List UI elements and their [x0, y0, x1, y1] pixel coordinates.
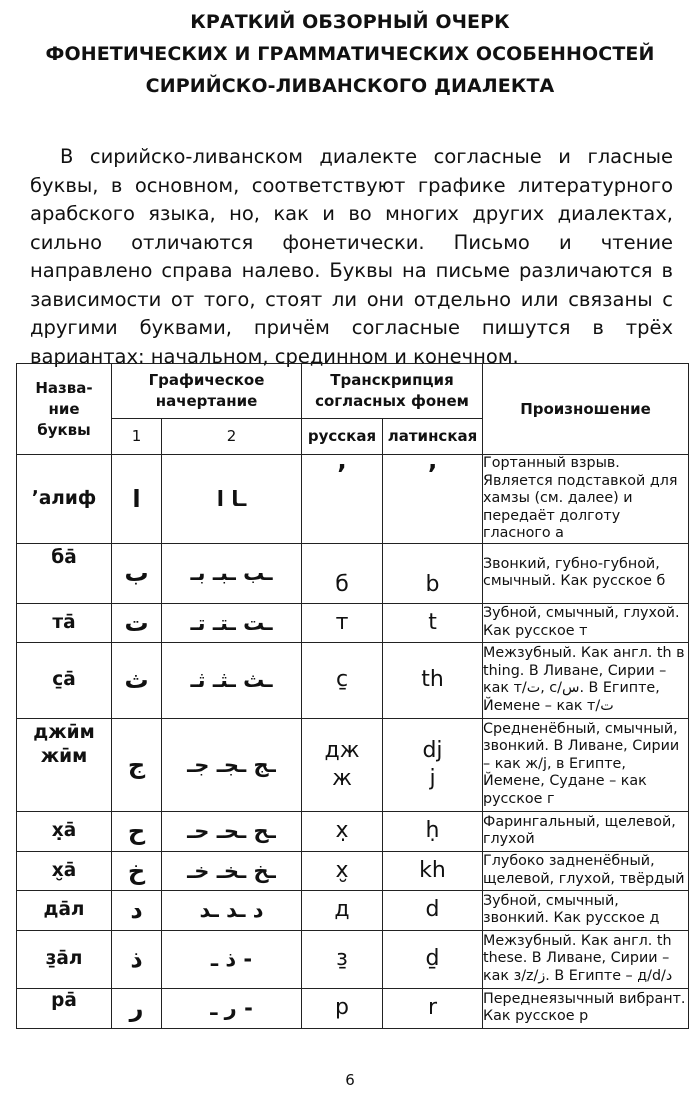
- pronunciation: Межзубный. Как англ. th в thing. В Ливане, Сирии – как т/ت, с/س. В Египте, Йемене – как т/ت: [483, 642, 689, 718]
- table-row: [17, 988, 689, 1028]
- transcription-russian: с̱: [302, 642, 383, 718]
- letter-form-isolated: ر: [112, 988, 162, 1028]
- pronunciation: Глубоко задненёбный, щелевой, глухой, твёрдый: [483, 851, 689, 890]
- transcription-latin: kh: [383, 851, 483, 890]
- letter-forms-connected: ذ ـ -: [162, 930, 302, 988]
- transcription-latin: ḥ: [383, 811, 483, 851]
- transcription-latin: t: [383, 603, 483, 642]
- title-line-3: СИРИЙСКО-ЛИВАНСКОГО ДИАЛЕКТА: [145, 75, 555, 97]
- header-latin: латинская: [383, 419, 483, 455]
- transcription-latin: b: [383, 543, 483, 603]
- page-number: 6: [345, 1071, 355, 1089]
- letter-name: х̮а̄: [17, 851, 112, 890]
- letter-form-isolated: ث: [112, 642, 162, 718]
- pronunciation: Средненёбный, смычный, звонкий. В Ливане, Сирии – как ж/j, в Египте, Йемене, Судане – как русское г: [483, 718, 689, 811]
- pronunciation: Фарингальный, щелевой, глухой: [483, 811, 689, 851]
- pronunciation: Зубной, смычный, глухой. Как русское т: [483, 603, 689, 642]
- letter-forms-connected: ر ـ -: [162, 988, 302, 1028]
- header-russian: русская: [302, 419, 383, 455]
- transcription-latin: dj j: [383, 718, 483, 811]
- transcription-russian: т: [302, 603, 383, 642]
- letter-name: ра̄: [17, 988, 112, 1028]
- pronunciation: Звонкий, губно-губной, смычный. Как русское б: [483, 543, 689, 603]
- letter-form-isolated: ح: [112, 811, 162, 851]
- transcription-latin: ʼ: [383, 455, 483, 544]
- header-graphic-col1: 1: [112, 419, 162, 455]
- transcription-latin: d: [383, 890, 483, 930]
- page-title: [0, 6, 700, 102]
- letter-forms-connected: ـج ـجـ جـ: [162, 718, 302, 811]
- letter-name: джӣм жӣм: [17, 718, 112, 811]
- title-line-2: ФОНЕТИЧЕСКИХ И ГРАММАТИЧЕСКИХ ОСОБЕННОСТЕЙ: [45, 43, 655, 65]
- table-row: [17, 603, 689, 642]
- table-row: [17, 718, 689, 811]
- intro-paragraph: [30, 143, 673, 371]
- transcription-russian: ʼ: [302, 455, 383, 544]
- transcription-russian: д: [302, 890, 383, 930]
- letter-name: ба̄: [17, 543, 112, 603]
- table-row: [17, 851, 689, 890]
- transcription-russian: з̱: [302, 930, 383, 988]
- transcription-latin: r: [383, 988, 483, 1028]
- transcription-russian: дж ж: [302, 718, 383, 811]
- alphabet-table: [16, 363, 689, 1029]
- transcription-latin: th: [383, 642, 483, 718]
- pronunciation: Межзубный. Как англ. th these. В Ливане, Сирии – как з/z/ز. В Египте – д/d/د: [483, 930, 689, 988]
- pronunciation: Гортанный взрыв. Является подставкой для хамзы (см. далее) и передаёт долготу гласного а: [483, 455, 689, 544]
- letter-name: с̱а̄: [17, 642, 112, 718]
- letter-forms-connected: ـت ـتـ تـ: [162, 603, 302, 642]
- header-transcription: Транскрипция согласных фонем: [302, 364, 483, 419]
- header-graphic-col2: 2: [162, 419, 302, 455]
- table-row: [17, 455, 689, 544]
- header-pronunciation: Произношение: [483, 364, 689, 455]
- pronunciation: Зубной, смычный, звонкий. Как русское д: [483, 890, 689, 930]
- letter-forms-connected: ـث ـثـ ثـ: [162, 642, 302, 718]
- letter-form-isolated: د: [112, 890, 162, 930]
- header-graphic: Графическое начертание: [112, 364, 302, 419]
- title-line-1: КРАТКИЙ ОБЗОРНЫЙ ОЧЕРК: [190, 11, 510, 33]
- letter-name: з̱а̄л: [17, 930, 112, 988]
- pronunciation: Переднеязычный вибрант. Как русское р: [483, 988, 689, 1028]
- transcription-russian: х̣: [302, 811, 383, 851]
- transcription-russian: р: [302, 988, 383, 1028]
- letter-form-isolated: ا: [112, 455, 162, 544]
- letter-forms-connected: ـح ـحـ حـ: [162, 811, 302, 851]
- table-row: [17, 642, 689, 718]
- table-row: [17, 890, 689, 930]
- transcription-russian: х̮: [302, 851, 383, 890]
- letter-forms-connected: ـب ـبـ بـ: [162, 543, 302, 603]
- letter-name: х̣а̄: [17, 811, 112, 851]
- letter-form-isolated: ب: [112, 543, 162, 603]
- letter-forms-connected: ـخ ـخـ خـ: [162, 851, 302, 890]
- table-row: [17, 811, 689, 851]
- intro-text: В сирийско-ливанском диалекте согласные и гласные буквы, в основном, соответствуют графике литературного арабского языка, но, как и во многих других диалектах, сильно отличаются фонетически. Письмо и чтение направлено справа налево. Буквы на письме различаются в зависимости от того, стоят ли они отдельно или связаны с другими буквами, причём согласные пишутся в трёх вариантах: начальном, срединном и конечном.: [30, 145, 673, 368]
- letter-forms-connected: ـا ا: [162, 455, 302, 544]
- letter-form-isolated: ت: [112, 603, 162, 642]
- letter-form-isolated: ذ: [112, 930, 162, 988]
- letter-name: та̄: [17, 603, 112, 642]
- letter-form-isolated: ج: [112, 718, 162, 811]
- table-row: [17, 543, 689, 603]
- header-letter-name: Назва- ние буквы: [17, 364, 112, 455]
- transcription-latin: ḏ: [383, 930, 483, 988]
- letter-form-isolated: خ: [112, 851, 162, 890]
- table-row: [17, 930, 689, 988]
- letter-forms-connected: د ـد ـد: [162, 890, 302, 930]
- letter-name: да̄л: [17, 890, 112, 930]
- letter-name: ʼалиф: [17, 455, 112, 544]
- transcription-russian: б: [302, 543, 383, 603]
